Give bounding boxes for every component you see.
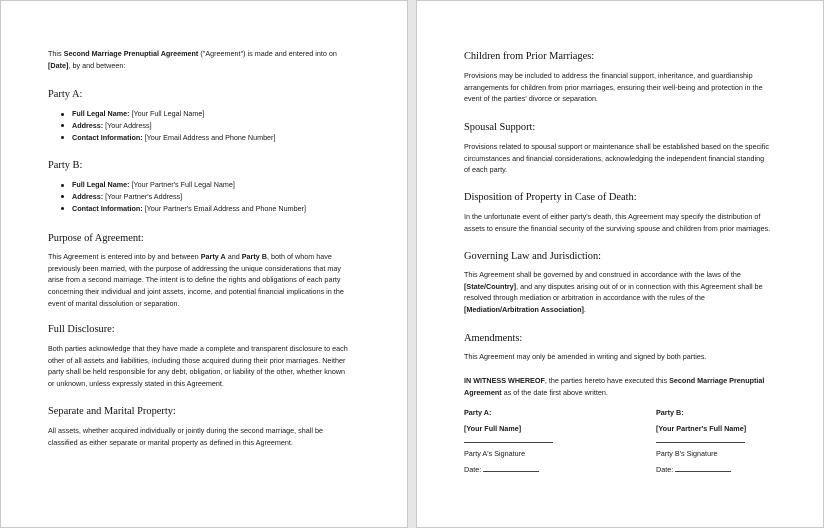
party-b-date-line[interactable] — [675, 465, 731, 472]
list-item: Address: [Your Address] — [48, 120, 365, 132]
party-a-signature-line[interactable] — [464, 442, 553, 443]
list-item: Address: [Your Partner's Address] — [48, 191, 365, 203]
association-placeholder: [Mediation/Arbitration Association] — [464, 305, 584, 315]
party-a-label: Party A: — [464, 408, 492, 417]
party-a-list — [48, 108, 365, 143]
amendments-paragraph: This Agreement may only be amended in writing and signed by both parties. — [464, 352, 707, 361]
list-item: Contact Information: [Your Partner's Email Address and Phone Number] — [48, 203, 365, 215]
agreement-title: Second Marriage Prenuptial Agreement — [63, 49, 199, 58]
amendments-heading: Amendments: — [464, 333, 523, 344]
children-paragraph: Provisions may be included to address the financial support, inheritance, and guardianship arrangements for children from prior marriages, ensuring their well-being and protection in the event of the parties' divorce or separation. — [464, 71, 763, 104]
disclosure-paragraph: Both parties acknowledge that they have made a complete and transparent disclosure to each other of all assets and liabilities, including those acquired during their prior marriages. Neither party shall be held responsible for any debt, obligation, or liability of the other, whether known or unknown, unless expressly stated in this Agreement. — [48, 344, 348, 389]
purpose-paragraph: This Agreement is entered into by and between Party A and Party B, both of whom have previously been married, with the purpose of addressing the unique considerations that may arise from a second marriage. The intent is to define the rights and obligations of each party concerning their individual and joint assets, income, and potential financial implications in the event of marital dissolution or separation. — [48, 252, 344, 308]
party-a-date-line[interactable] — [483, 465, 539, 472]
party-b-heading: Party B: — [48, 160, 83, 171]
party-b-list — [48, 179, 365, 214]
party-b-signature-line[interactable] — [656, 442, 745, 443]
list-item: Full Legal Name: [Your Full Legal Name] — [48, 108, 365, 120]
signature-block-a: Party A: [Your Full Name] Party A's Signature Date: — [464, 407, 614, 476]
date-placeholder: [Date] — [48, 60, 69, 70]
witness-paragraph: IN WITNESS WHEREOF, the parties hereto have executed this Second Marriage Prenuptial Agreement as of the date first above written. — [464, 376, 765, 397]
purpose-heading: Purpose of Agreement: — [48, 233, 144, 244]
list-item: Full Legal Name: [Your Partner's Full Legal Name] — [48, 179, 365, 191]
state-placeholder: [State/Country] — [464, 281, 517, 291]
law-heading: Governing Law and Jurisdiction: — [464, 251, 602, 262]
law-paragraph: This Agreement shall be governed by and construed in accordance with the laws of the [State/Country], and any disputes arising out of or in connection with this Agreement shall be resolved through mediation or arbitration in accordance with the rules of the [Mediation/Arbitration Association]. — [464, 270, 763, 315]
signature-block-b: Party B: [Your Partner's Full Name] Party B's Signature Date: — [656, 407, 806, 476]
property-paragraph: All assets, whether acquired individually or jointly during the second marriage, shall be classified as either separate or marital property as defined in this Agreement. — [48, 426, 323, 447]
document-page-1 — [0, 0, 408, 528]
list-item: Contact Information: [Your Email Address and Phone Number] — [48, 132, 365, 144]
children-heading: Children from Prior Marriages: — [464, 51, 595, 62]
spousal-paragraph: Provisions related to spousal support or maintenance shall be established based on the specific circumstances and financial considerations, acknowledging the independent financial standing of each party. — [464, 142, 770, 175]
property-heading: Separate and Marital Property: — [48, 406, 176, 417]
party-b-label: Party B: — [656, 408, 684, 417]
death-paragraph: In the unfortunate event of either party's death, this Agreement may specify the distribution of assets to ensure the financial security of the surviving spouse and children from prior marriages. — [464, 212, 771, 233]
intro-paragraph: This Second Marriage Prenuptial Agreement ("Agreement") is made and entered into on [Date], by and between: — [48, 49, 337, 70]
spousal-heading: Spousal Support: — [464, 122, 536, 133]
party-a-signature-label: Party A's Signature — [464, 449, 526, 459]
disclosure-heading: Full Disclosure: — [48, 324, 115, 335]
document-page-2 — [416, 0, 824, 528]
party-a-name: [Your Full Name] — [464, 423, 522, 433]
party-b-name: [Your Partner's Full Name] — [656, 423, 747, 433]
party-a-heading: Party A: — [48, 89, 83, 100]
death-heading: Disposition of Property in Case of Death: — [464, 192, 637, 203]
party-b-signature-label: Party B's Signature — [656, 449, 718, 459]
